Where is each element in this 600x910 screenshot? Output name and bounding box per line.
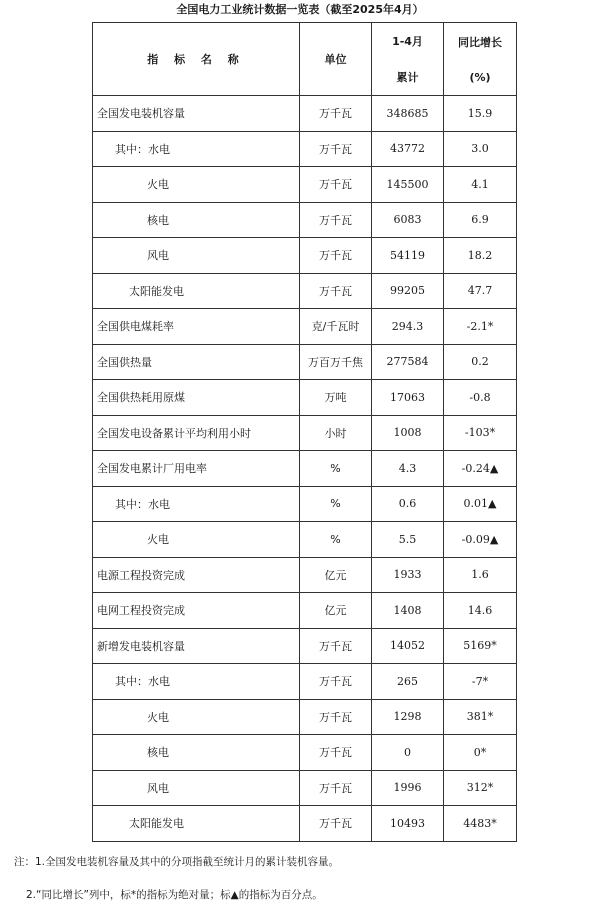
row-name: 全国发电设备累计平均利用小时: [93, 415, 300, 451]
row-value: 99205: [372, 273, 444, 309]
row-value: 277584: [372, 344, 444, 380]
header-unit: 单位: [300, 23, 372, 96]
row-change: -103*: [444, 415, 517, 451]
row-unit: %: [300, 486, 372, 522]
row-change: 3.0: [444, 131, 517, 167]
row-name: 全国发电装机容量: [93, 96, 300, 132]
row-name: 火电: [93, 522, 300, 558]
row-unit: %: [300, 522, 372, 558]
table-row: [93, 202, 517, 238]
statistics-table: [92, 22, 517, 842]
row-change: -7*: [444, 664, 517, 700]
table-title: 全国电力工业统计数据一览表（截至2025年4月）: [176, 3, 424, 16]
row-change: 47.7: [444, 273, 517, 309]
header-period: [372, 23, 444, 96]
row-change: 4.1: [444, 167, 517, 203]
row-name: 其中：水电: [93, 664, 300, 700]
row-name: 核电: [93, 202, 300, 238]
row-name: 电源工程投资完成: [93, 557, 300, 593]
table-row: [93, 415, 517, 451]
row-value: 348685: [372, 96, 444, 132]
table-row: [93, 273, 517, 309]
footnote-1: 注：1.全国发电装机容量及其中的分项指截至统计月的累计装机容量。: [14, 856, 340, 868]
table-row: [93, 167, 517, 203]
row-change: 312*: [444, 770, 517, 806]
row-unit: 小时: [300, 415, 372, 451]
row-value: 0: [372, 735, 444, 771]
row-value: 43772: [372, 131, 444, 167]
footnote-2: 2.“同比增长”列中，标*的指标为绝对量；标▲的指标为百分点。: [26, 889, 323, 901]
table-body: [93, 23, 517, 842]
row-unit: 万百万千焦: [300, 344, 372, 380]
row-name: 新增发电装机容量: [93, 628, 300, 664]
row-change: -0.09▲: [444, 522, 517, 558]
row-value: 294.3: [372, 309, 444, 345]
table-row: [93, 380, 517, 416]
row-change: 6.9: [444, 202, 517, 238]
table-row: [93, 699, 517, 735]
row-value: 265: [372, 664, 444, 700]
row-name: 火电: [93, 699, 300, 735]
table-row: [93, 593, 517, 629]
table-row: [93, 806, 517, 842]
row-name: 全国供热耗用原煤: [93, 380, 300, 416]
row-change: 381*: [444, 699, 517, 735]
row-value: 0.6: [372, 486, 444, 522]
row-unit: 万千瓦: [300, 628, 372, 664]
table-row: [93, 451, 517, 487]
row-change: 0.2: [444, 344, 517, 380]
table-row: [93, 344, 517, 380]
row-change: -0.24▲: [444, 451, 517, 487]
header-period-line1: 1-4月: [392, 35, 423, 48]
row-name: 其中：水电: [93, 131, 300, 167]
row-unit: %: [300, 451, 372, 487]
row-name: 风电: [93, 770, 300, 806]
row-unit: 万千瓦: [300, 167, 372, 203]
row-unit: 亿元: [300, 593, 372, 629]
row-unit: 万千瓦: [300, 664, 372, 700]
table-row: [93, 486, 517, 522]
row-name: 核电: [93, 735, 300, 771]
row-unit: 万千瓦: [300, 770, 372, 806]
row-change: 14.6: [444, 593, 517, 629]
table-row: [93, 557, 517, 593]
header-row: [93, 23, 517, 96]
row-unit: 万千瓦: [300, 273, 372, 309]
row-unit: 万千瓦: [300, 238, 372, 274]
row-name: 电网工程投资完成: [93, 593, 300, 629]
row-unit: 万千瓦: [300, 806, 372, 842]
row-unit: 万千瓦: [300, 131, 372, 167]
table-row: [93, 131, 517, 167]
row-value: 145500: [372, 167, 444, 203]
row-unit: 克/千瓦时: [300, 309, 372, 345]
row-unit: 万吨: [300, 380, 372, 416]
row-value: 1933: [372, 557, 444, 593]
row-change: -2.1*: [444, 309, 517, 345]
table-row: [93, 770, 517, 806]
row-value: 10493: [372, 806, 444, 842]
table-row: [93, 735, 517, 771]
table-row: [93, 522, 517, 558]
row-value: 14052: [372, 628, 444, 664]
row-value: 6083: [372, 202, 444, 238]
row-name: 火电: [93, 167, 300, 203]
row-unit: 万千瓦: [300, 699, 372, 735]
row-value: 54119: [372, 238, 444, 274]
row-change: 4483*: [444, 806, 517, 842]
row-value: 1298: [372, 699, 444, 735]
row-change: 0*: [444, 735, 517, 771]
header-change-line2: (%): [469, 71, 491, 85]
row-name: 全国发电累计厂用电率: [93, 451, 300, 487]
row-change: 18.2: [444, 238, 517, 274]
header-name: 指 标 名 称: [93, 23, 300, 96]
header-period-line2: 累计: [396, 71, 419, 84]
row-unit: 亿元: [300, 557, 372, 593]
row-value: 1996: [372, 770, 444, 806]
table-row: [93, 238, 517, 274]
table-row: [93, 96, 517, 132]
row-value: 5.5: [372, 522, 444, 558]
row-name: 全国供热量: [93, 344, 300, 380]
table-row: [93, 628, 517, 664]
table-row: [93, 664, 517, 700]
row-value: 17063: [372, 380, 444, 416]
row-name: 其中：水电: [93, 486, 300, 522]
row-value: 1408: [372, 593, 444, 629]
row-value: 1008: [372, 415, 444, 451]
row-name: 太阳能发电: [93, 806, 300, 842]
table-row: [93, 309, 517, 345]
row-name: 全国供电煤耗率: [93, 309, 300, 345]
row-change: -0.8: [444, 380, 517, 416]
row-value: 4.3: [372, 451, 444, 487]
header-change: [444, 23, 517, 96]
header-change-line1: 同比增长: [458, 35, 502, 49]
row-unit: 万千瓦: [300, 96, 372, 132]
row-change: 1.6: [444, 557, 517, 593]
row-unit: 万千瓦: [300, 202, 372, 238]
row-change: 15.9: [444, 96, 517, 132]
row-name: 风电: [93, 238, 300, 274]
row-change: 5169*: [444, 628, 517, 664]
row-unit: 万千瓦: [300, 735, 372, 771]
row-name: 太阳能发电: [93, 273, 300, 309]
row-change: 0.01▲: [444, 486, 517, 522]
